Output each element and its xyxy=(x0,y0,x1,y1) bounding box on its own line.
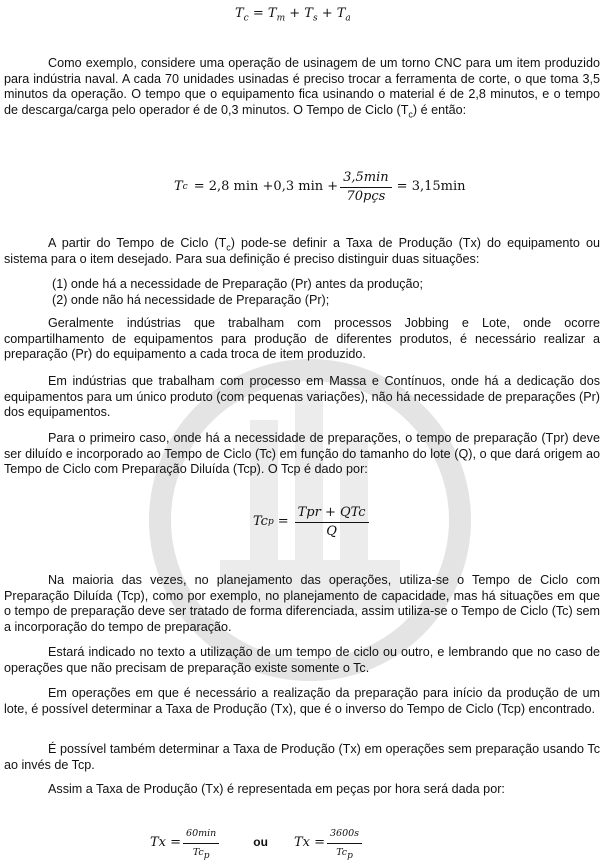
paragraph-example: Como exemplo, considere uma operação de usinagem de um torno CNC para um item produzido para indústria naval. A cada 70 unidades usinadas é preciso trocar a ferramenta de corte, o que toma 3,5 minutos da operação. O tempo que o equipamento fica usinando o material é de 2,8 minutos, e o tempo de descarga/carga pelo operador é de 0,3 minutos. O Tempo de Ciclo $(T_c)$ é então: xyxy=(4,56,600,120)
paragraph-mass-continuous: Em indústrias que trabalham com processo em Massa e Contínuos, onde há a dedicação dos equipamentos para um único produto (com pequenas variações), não há necessidade de preparações (Pr) dos equipamentos. xyxy=(4,374,600,419)
paragraph-pieces-per-hour: Assim a Taxa de Produção (Tx) é representada em peças por hora será dada por: xyxy=(48,782,505,796)
paragraph-first-case: Para o primeiro caso, onde há a necessidade de preparações, o tempo de preparação (Tpr) deve ser diluído e incorporado ao Tempo de Ciclo (Tc) em função do tamanho do lote (Q), o que dará origem ao Tempo de Ciclo com Preparação Diluída (Tcp). O Tcp é dado por: xyxy=(4,431,600,476)
equation-cycle-time-example: T c = 2,8 min +0,3 min + $\frac{3,5\min}{\text{70pçs}}$ = 3,15min xyxy=(174,170,466,204)
equation-production-rate: Tx = $\frac{60\min}{Tc_p}$ ou Tx = $\frac{3600s}{Tc_p}$ xyxy=(150,826,364,860)
fraction-tool-change: $\frac{3,5\min}{\text{70pçs}}$ xyxy=(340,170,392,204)
paragraph-without-setup: É possível também determinar a Taxa de Produção (Tx) em operações sem preparação usando Tc ao invés de Tcp. xyxy=(4,742,600,772)
list-item-with-setup: (1) onde há a necessidade de Preparação (Pr) antes da produção; xyxy=(52,277,424,291)
fraction-minutes: $\frac{60\min}{Tc_p}$ xyxy=(183,826,219,860)
equation-diluted-cycle-time: Tc p = $\frac{\text{Tpr + QTc}}{Q}$ xyxy=(253,505,371,539)
paragraph-indication: Estará indicado no texto a utilização de um tempo de ciclo ou outro, e lembrando que no caso de operações que não precisam de preparação existe somente o Tc. xyxy=(4,645,600,675)
paragraph-production-rate-inverse: Em operações em que é necessário a realização da preparação para início da produção de um lote, é possível determinar a Taxa de Produção (Tx), que é o inverso do Tempo de Ciclo (Tcp) encontrado. xyxy=(4,686,600,716)
fraction-seconds: $\frac{3600s}{Tc_p}$ xyxy=(327,826,362,860)
paragraph-production-rate: A partir do Tempo de Ciclo $(T_c)$ pode-se definir a Taxa de Produção (Tx) do equipamento ou sistema para o item desejado. Para sua definição é preciso distinguir duas situações: xyxy=(4,236,600,266)
paragraph-jobbing-batch: Geralmente indústrias que trabalham com processos Jobbing e Lote, onde ocorre compartilhamento de equipamentos para produção de diferentes produtos, é necessário realizar a preparação (Pr) do equipamento a cada troca de item produzido. xyxy=(4,316,600,361)
fraction-diluted: $\frac{\text{Tpr + QTc}}{Q}$ xyxy=(295,505,369,539)
equation-cycle-time-definition: $T_c = T_m + T_s + T_a$ xyxy=(235,6,351,24)
paragraph-planning: Na maioria das vezes, no planejamento das operações, utiliza-se o Tempo de Ciclo com Preparação Diluída (Tcp), como por exemplo, no planejamento de capacidade, mas há situações em que o tempo de preparação deve ser tratado de forma diferenciada, assim utiliza-se o Tempo de Ciclo (Tc) sem a incorporação do tempo de preparação. xyxy=(4,573,600,634)
list-item-without-setup: (2) onde não há necessidade de Preparação (Pr); xyxy=(52,293,330,307)
